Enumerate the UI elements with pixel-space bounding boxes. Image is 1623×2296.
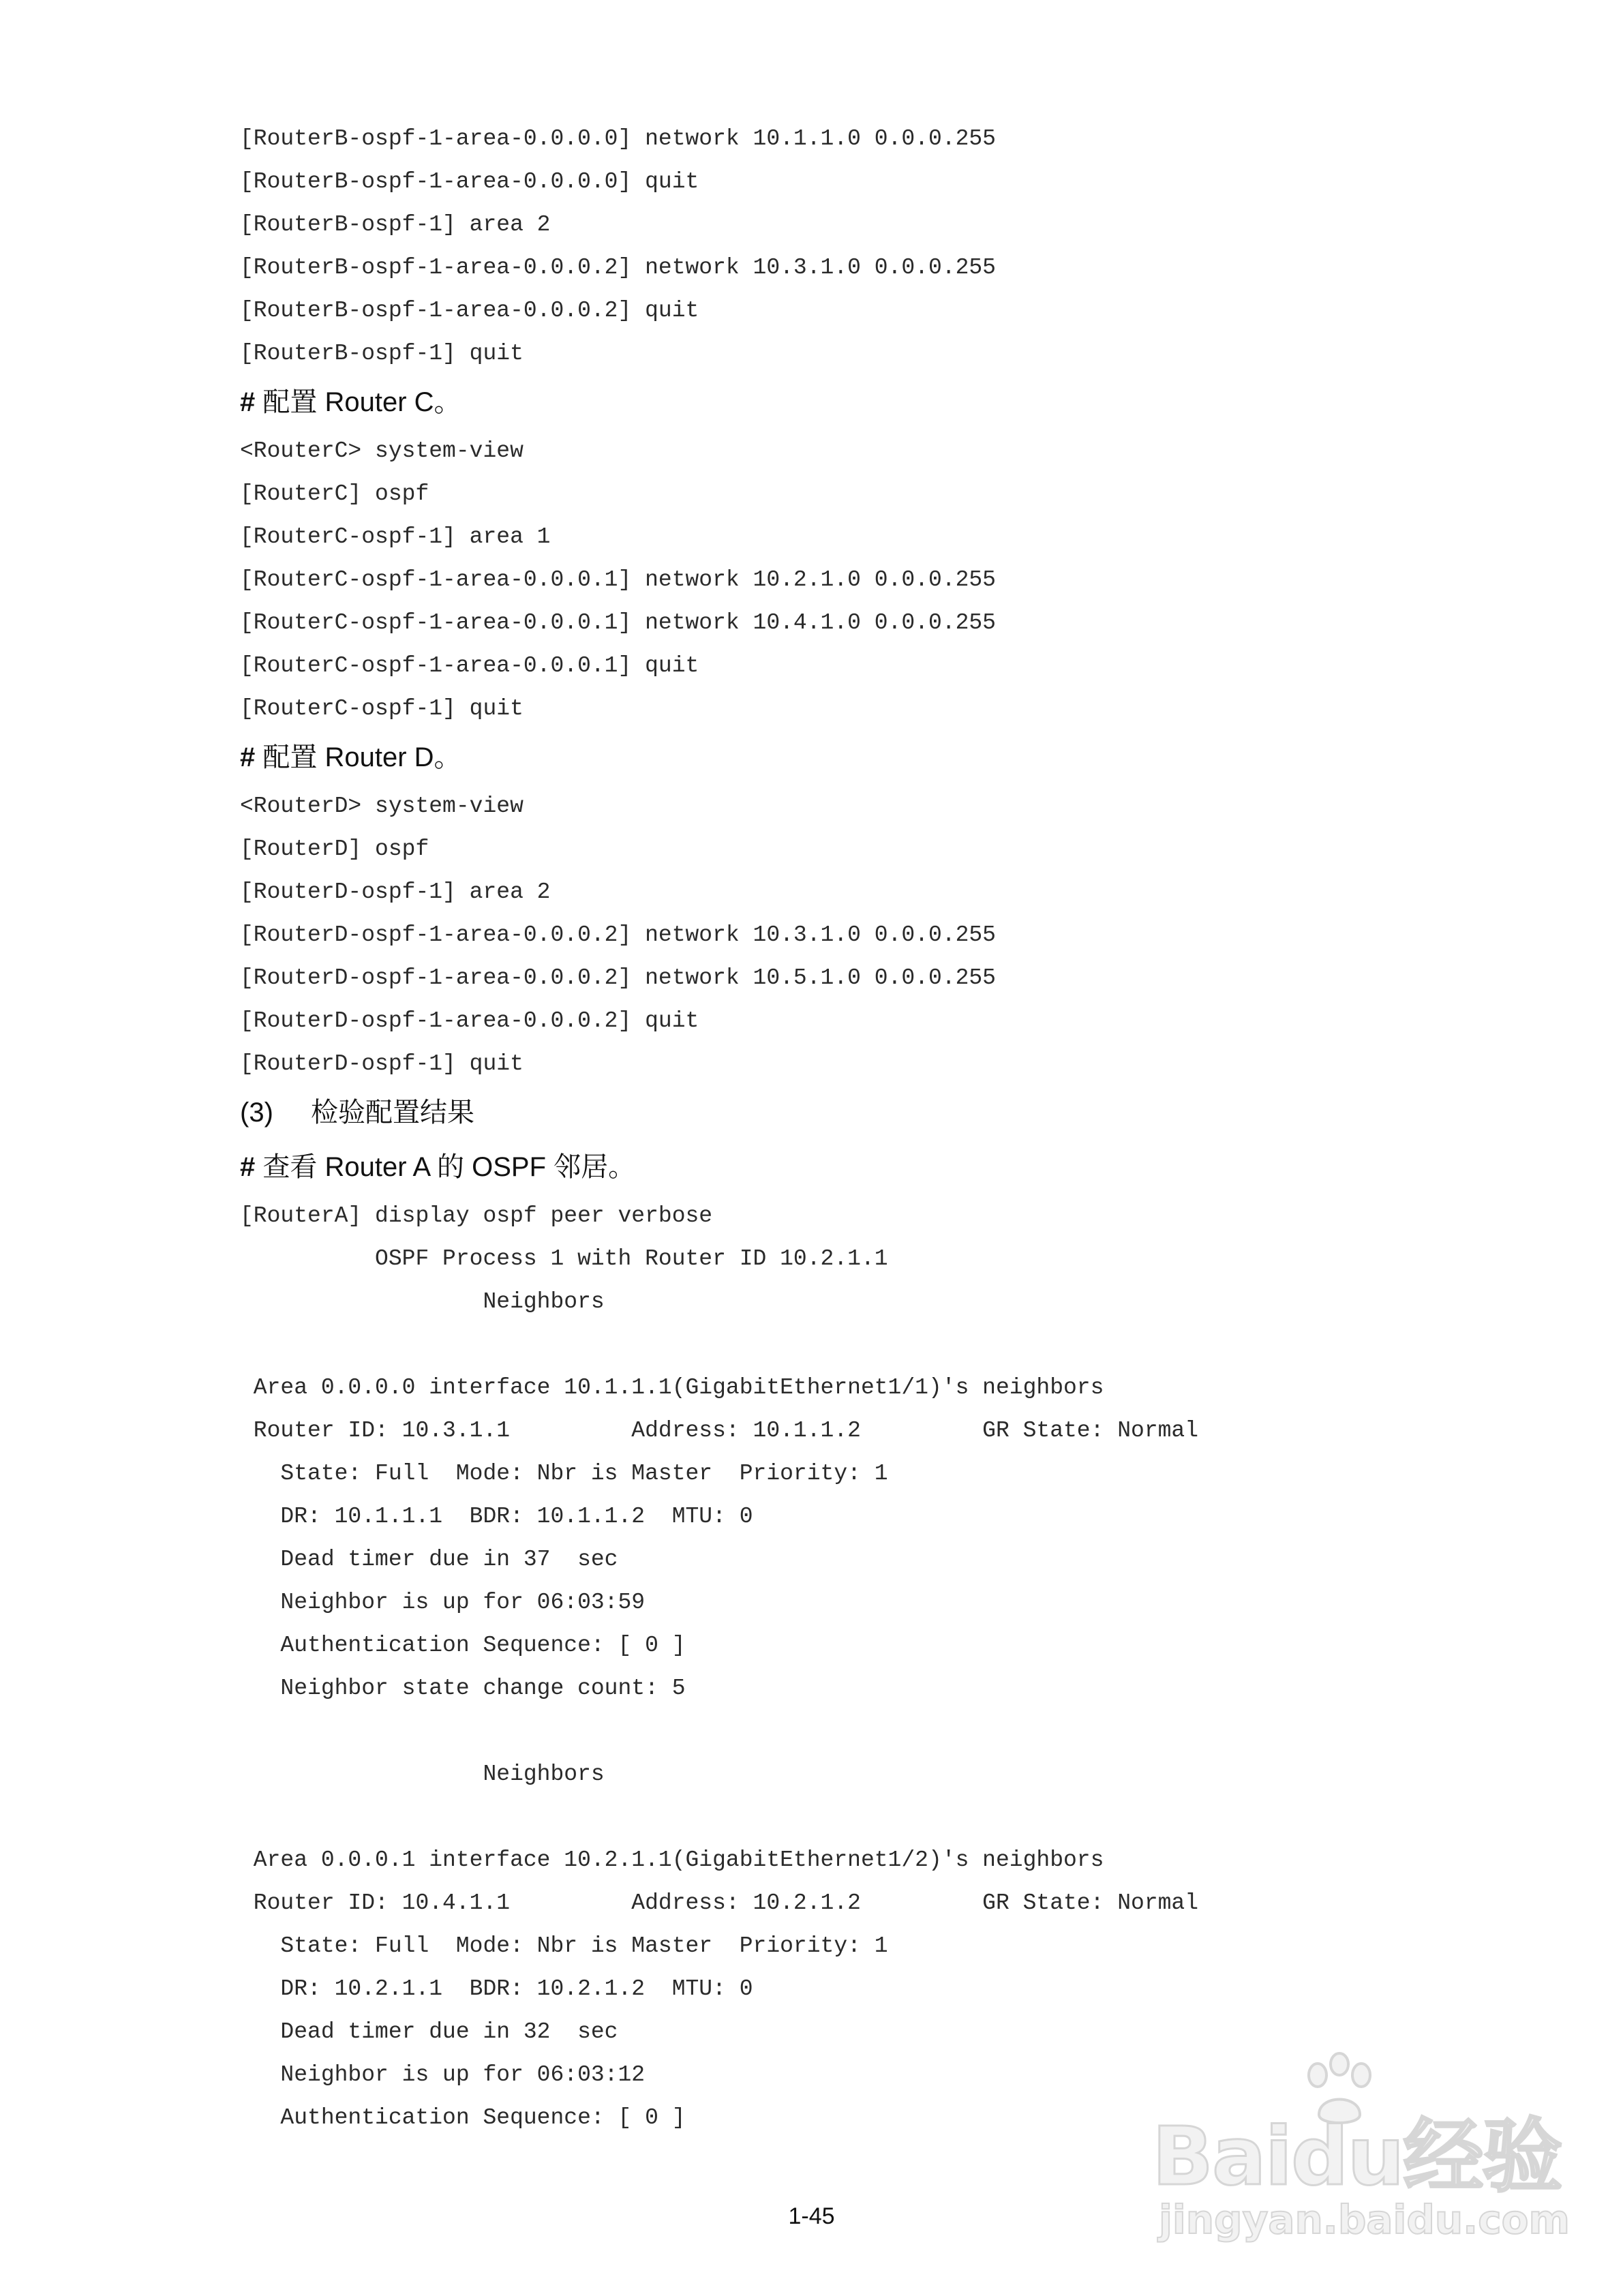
blank-line [240, 1710, 1569, 1753]
step-title: 检验配置结果 [311, 1098, 474, 1128]
code-line: [RouterB-ospf-1] area 2 [240, 212, 551, 237]
code-line: [RouterB-ospf-1-area-0.0.0.0] network 10.1.1.0 0.0.0.255 [240, 126, 996, 151]
code-line: [RouterD-ospf-1] quit [240, 1051, 524, 1076]
hash-mark: # [240, 1152, 256, 1182]
section-step [240, 1085, 1569, 1140]
code-line: Dead timer due in 32 sec [240, 2019, 618, 2044]
document-body [240, 117, 1569, 2139]
code-line: [RouterC-ospf-1] quit [240, 696, 524, 721]
code-line: <RouterC> system-view [240, 438, 524, 464]
watermark-main-text: Baidu经验 [1152, 2109, 1562, 2203]
step-comment [240, 375, 1569, 429]
code-line: <RouterD> system-view [240, 794, 524, 819]
code-line: Neighbors [240, 1762, 605, 1787]
code-line: [RouterC-ospf-1] area 1 [240, 524, 551, 549]
code-line: State: Full Mode: Nbr is Master Priority: 1 [240, 1461, 888, 1486]
code-line: Authentication Sequence: [ 0 ] [240, 1633, 686, 1658]
code-line: Neighbor is up for 06:03:59 [240, 1590, 646, 1615]
code-line: [RouterA] display ospf peer verbose [240, 1203, 713, 1228]
code-line: [RouterC-ospf-1-area-0.0.0.1] network 10.4.1.0 0.0.0.255 [240, 610, 996, 635]
code-line: [RouterB-ospf-1-area-0.0.0.2] network 10.3.1.0 0.0.0.255 [240, 255, 996, 280]
blank-line [240, 1323, 1569, 1366]
page-number: 1-45 [788, 2203, 835, 2229]
code-line: State: Full Mode: Nbr is Master Priority: 1 [240, 1933, 888, 1959]
code-line: Router ID: 10.4.1.1 Address: 10.2.1.2 GR State: Normal [240, 1890, 1199, 1916]
code-line: [RouterD] ospf [240, 836, 429, 862]
code-line: DR: 10.1.1.1 BDR: 10.1.1.2 MTU: 0 [240, 1504, 753, 1529]
blank-line [240, 1796, 1569, 1839]
baidu-jingyan-watermark [1152, 2052, 1570, 2256]
code-line: [RouterD-ospf-1-area-0.0.0.2] network 10.3.1.0 0.0.0.255 [240, 922, 996, 948]
code-line: Neighbor is up for 06:03:12 [240, 2062, 646, 2087]
step-comment-text: 查看 Router A 的 OSPF 邻居。 [255, 1152, 636, 1182]
code-line: OSPF Process 1 with Router ID 10.2.1.1 [240, 1246, 888, 1271]
code-line: Authentication Sequence: [ 0 ] [240, 2105, 686, 2130]
code-line: [RouterC-ospf-1-area-0.0.0.1] quit [240, 653, 699, 678]
code-line: [RouterD-ospf-1-area-0.0.0.2] network 10.5.1.0 0.0.0.255 [240, 965, 996, 991]
code-line: Neighbor state change count: 5 [240, 1676, 686, 1701]
code-line: Neighbors [240, 1289, 605, 1314]
step-comment [240, 730, 1569, 785]
code-line: [RouterD-ospf-1-area-0.0.0.2] quit [240, 1008, 699, 1033]
hash-mark: # [240, 387, 256, 417]
code-line: Dead timer due in 37 sec [240, 1547, 618, 1572]
code-line: [RouterB-ospf-1] quit [240, 341, 524, 366]
code-line: Area 0.0.0.0 interface 10.1.1.1(GigabitEthernet1/1)'s neighbors [240, 1375, 1104, 1400]
hash-mark: # [240, 742, 256, 772]
code-line: DR: 10.2.1.1 BDR: 10.2.1.2 MTU: 0 [240, 1976, 753, 2002]
watermark-url-text: jingyan.baidu.com [1159, 2196, 1570, 2243]
code-line: Area 0.0.0.1 interface 10.2.1.1(GigabitEthernet1/2)'s neighbors [240, 1847, 1104, 1873]
code-line: [RouterC] ospf [240, 481, 429, 507]
step-comment-text: 配置 Router C。 [255, 387, 461, 417]
code-line: [RouterB-ospf-1-area-0.0.0.2] quit [240, 298, 699, 323]
code-line: [RouterD-ospf-1] area 2 [240, 879, 551, 905]
step-comment [240, 1140, 1569, 1194]
code-line: Router ID: 10.3.1.1 Address: 10.1.1.2 GR State: Normal [240, 1418, 1199, 1443]
code-line: [RouterB-ospf-1-area-0.0.0.0] quit [240, 169, 699, 194]
step-number: (3) [240, 1098, 273, 1128]
code-line: [RouterC-ospf-1-area-0.0.0.1] network 10.2.1.0 0.0.0.255 [240, 567, 996, 592]
step-comment-text: 配置 Router D。 [255, 742, 461, 772]
